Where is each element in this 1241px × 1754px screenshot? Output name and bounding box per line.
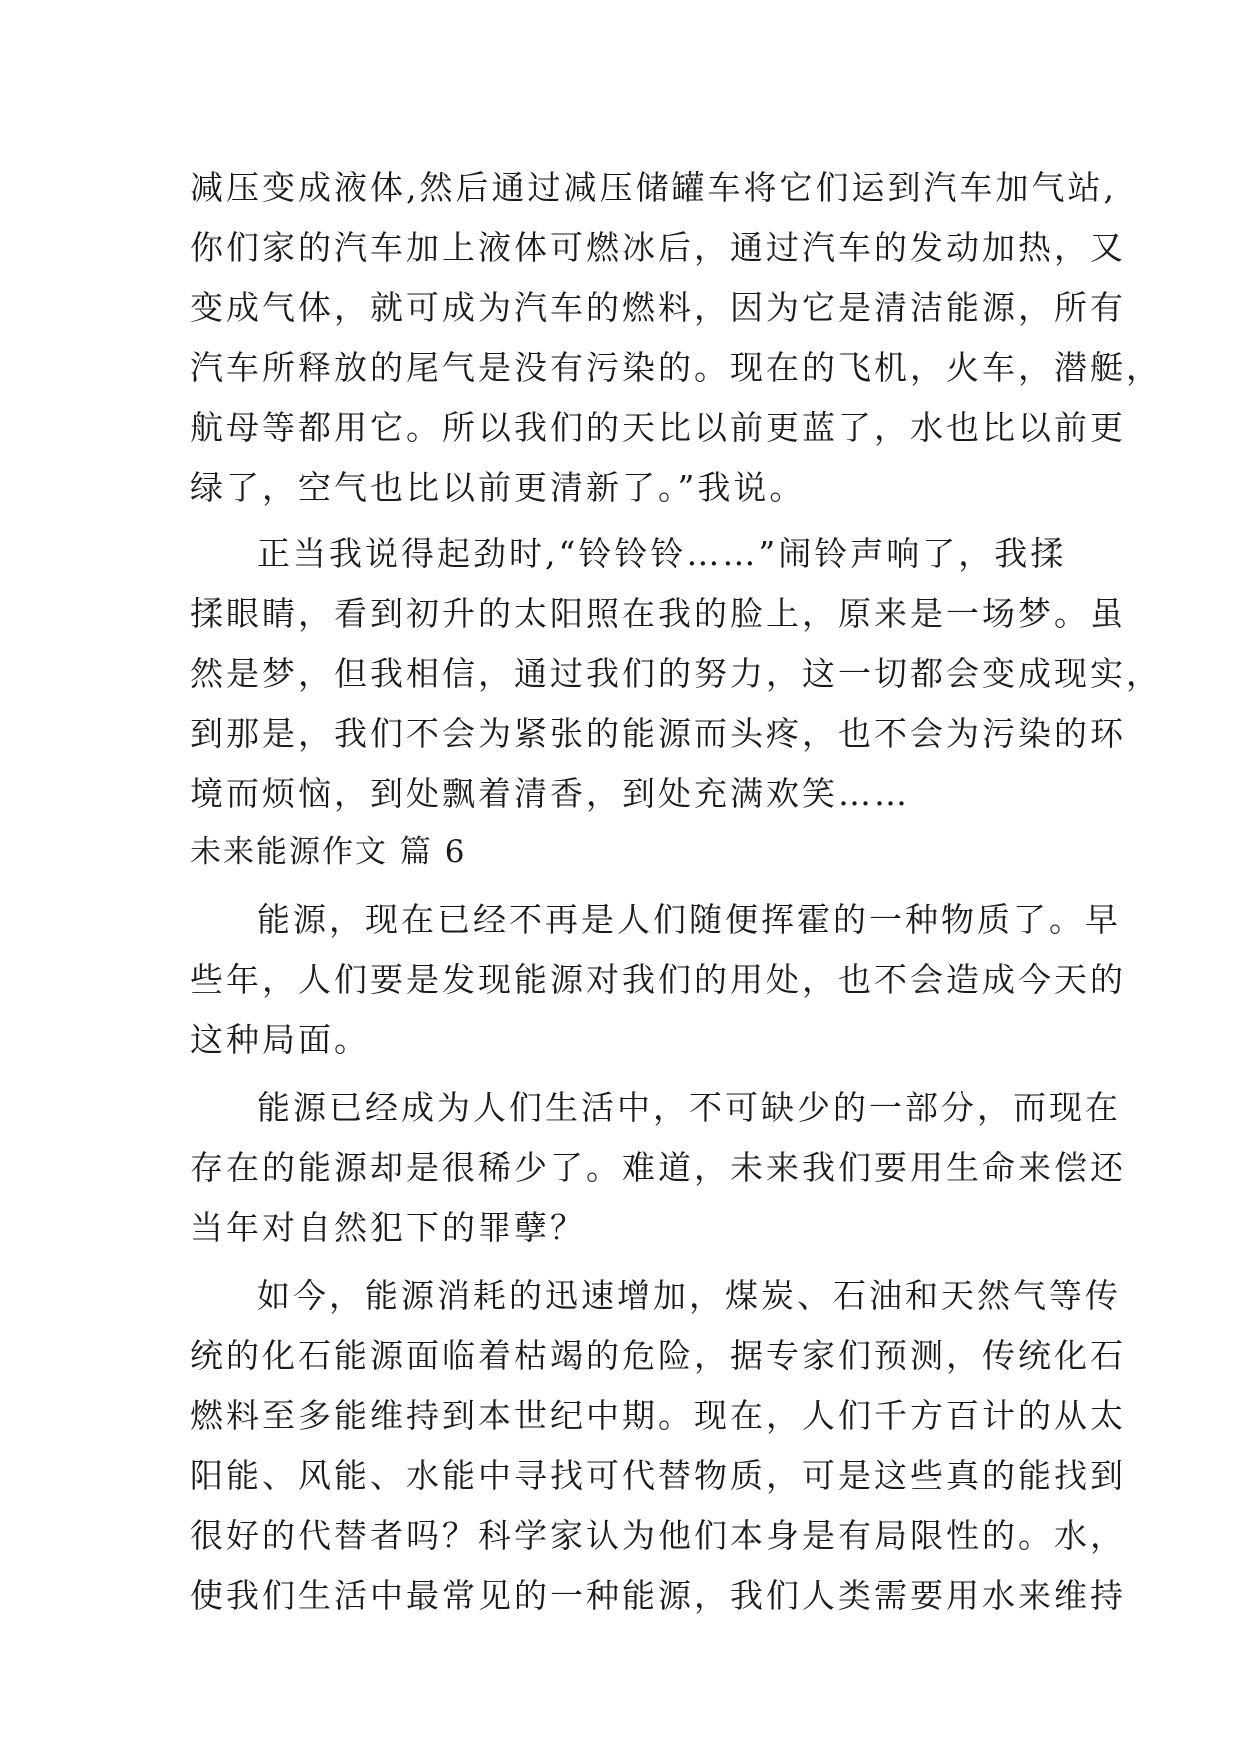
section-heading: 未来能源作文 篇 6 <box>190 834 467 870</box>
text-line: 这种局面。 <box>190 1020 370 1059</box>
text-line: 能源已经成为人们生活中，不可缺少的一部分，而现在 <box>257 1088 1121 1127</box>
text-line: 统的化石能源面临着枯竭的危险，据专家们预测，传统化石 <box>190 1336 1126 1375</box>
text-line: 绿了，空气也比以前更清新了。”我说。 <box>190 468 806 507</box>
text-line: 当年对自然犯下的罪孽？ <box>190 1208 586 1247</box>
text-line: 汽车所释放的尾气是没有污染的。现在的飞机，火车，潜艇， <box>190 348 1162 387</box>
text-line: 到那是，我们不会为紧张的能源而头疼，也不会为污染的环 <box>190 714 1126 753</box>
text-line: 正当我说得起劲时,“铃铃铃……”闹铃声响了，我揉 <box>257 534 1067 573</box>
text-line: 如今，能源消耗的迅速增加，煤炭、石油和天然气等传 <box>257 1276 1121 1315</box>
text-line: 很好的代替者吗？科学家认为他们本身是有局限性的。水， <box>190 1516 1126 1555</box>
text-line: 燃料至多能维持到本世纪中期。现在，人们千方百计的从太 <box>190 1396 1126 1435</box>
text-line: 阳能、风能、水能中寻找可代替物质，可是这些真的能找到 <box>190 1456 1126 1495</box>
text-line: 能源，现在已经不再是人们随便挥霍的一种物质了。早 <box>257 900 1121 939</box>
text-line: 减压变成液体,然后通过减压储罐车将它们运到汽车加气站, <box>190 168 1117 207</box>
text-line: 然是梦，但我相信，通过我们的努力，这一切都会变成现实， <box>190 654 1162 693</box>
text-line: 航母等都用它。所以我们的天比以前更蓝了，水也比以前更 <box>190 408 1126 447</box>
text-line: 变成气体，就可成为汽车的燃料，因为它是清洁能源，所有 <box>190 288 1126 327</box>
text-line: 你们家的汽车加上液体可燃冰后，通过汽车的发动加热，又 <box>190 228 1126 267</box>
text-line: 使我们生活中最常见的一种能源，我们人类需要用水来维持 <box>190 1576 1126 1615</box>
text-line: 境而烦恼，到处飘着清香，到处充满欢笑…… <box>190 774 910 813</box>
text-line: 存在的能源却是很稀少了。难道，未来我们要用生命来偿还 <box>190 1148 1126 1187</box>
text-line: 些年，人们要是发现能源对我们的用处，也不会造成今天的 <box>190 960 1126 999</box>
text-line: 揉眼睛，看到初升的太阳照在我的脸上，原来是一场梦。虽 <box>190 594 1126 633</box>
